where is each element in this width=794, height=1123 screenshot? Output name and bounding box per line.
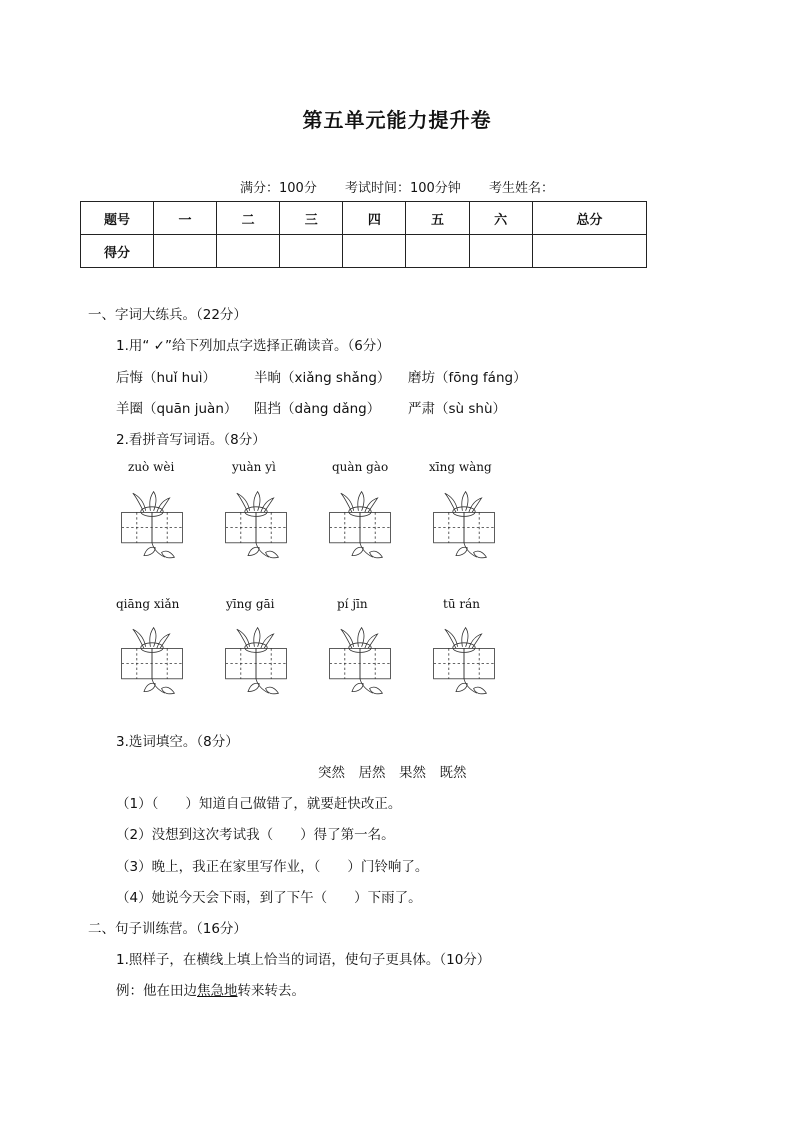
header-cell: 一 (154, 202, 217, 235)
q2-prompt: 2.看拼音写词语。（8分） (116, 432, 266, 448)
score-row-label: 得分 (81, 235, 154, 268)
pinyin-label: qiāng xiǎn (116, 597, 180, 611)
flower-writing-box[interactable] (112, 490, 192, 562)
flower-writing-box[interactable] (216, 626, 296, 698)
pronunciation-item: 阻挡（dàng dǎng） (254, 401, 381, 417)
example-underlined-word: 焦急地 (197, 983, 238, 999)
score-table (80, 201, 647, 268)
flower-writing-box[interactable] (424, 490, 504, 562)
exam-time: 考试时间：100分钟 (344, 181, 461, 196)
pinyin-label: quàn gào (332, 460, 389, 474)
header-cell: 三 (280, 202, 343, 235)
flower-writing-box[interactable] (216, 490, 296, 562)
pinyin-label: tū rán (443, 597, 480, 611)
pinyin-label: pí jīn (337, 597, 368, 611)
section1-heading: 一、字词大练兵。（22分） (88, 307, 247, 323)
pronunciation-item: 羊圈（quān juàn） (116, 401, 238, 417)
flower-writing-box[interactable] (320, 626, 400, 698)
header-cell: 五 (406, 202, 469, 235)
q3-prompt: 3.选词填空。（8分） (116, 734, 239, 750)
header-cell: 二 (217, 202, 280, 235)
pinyin-label: xīng wàng (429, 460, 492, 474)
fill-sentence: （1）（ ）知道自己做错了，就要赶快改正。 (116, 796, 402, 812)
header-cell: 总分 (532, 202, 646, 235)
fill-sentence: （2）没想到这次考试我（ ）得了第一名。 (116, 827, 395, 843)
header-cell: 题号 (81, 202, 154, 235)
score-table-score-row (81, 235, 647, 268)
full-score: 满分：100分 (240, 181, 317, 196)
score-cell[interactable] (154, 235, 217, 268)
flower-writing-box[interactable] (320, 490, 400, 562)
pronunciation-item: 磨坊（fōng fáng） (408, 370, 527, 386)
example-prefix: 例：他在田边 (116, 983, 197, 999)
score-cell[interactable] (532, 235, 646, 268)
score-cell[interactable] (469, 235, 532, 268)
example-sentence (116, 979, 305, 999)
fill-sentence: （3）晚上，我正在家里写作业，（ ）门铃响了。 (116, 859, 429, 875)
pinyin-label: yīng gāi (226, 597, 275, 611)
pinyin-label: zuò wèi (128, 460, 175, 474)
flower-writing-box[interactable] (112, 626, 192, 698)
exam-info (0, 177, 794, 196)
pronunciation-item: 半晌（xiǎng shǎng） (254, 370, 391, 386)
word-choices: 突然 居然 果然 既然 (318, 765, 467, 781)
q1-prompt: 1.用“ ✓”给下列加点字选择正确读音。（6分） (116, 338, 390, 354)
fill-sentence: （4）她说今天会下雨，到了下午（ ）下雨了。 (116, 890, 422, 906)
header-cell: 六 (469, 202, 532, 235)
score-table-header-row (81, 202, 647, 235)
pinyin-label: yuàn yì (232, 460, 276, 474)
pronunciation-item: 后悔（huǐ huì） (116, 370, 217, 386)
s2-q1-prompt: 1.照样子，在横线上填上恰当的词语，使句子更具体。（10分） (116, 952, 491, 968)
score-cell[interactable] (280, 235, 343, 268)
student-name-label: 考生姓名： (488, 181, 554, 196)
page-title: 第五单元能力提升卷 (302, 108, 492, 132)
pronunciation-item: 严肃（sù shù） (408, 401, 507, 417)
header-cell: 四 (343, 202, 406, 235)
example-suffix: 转来转去。 (237, 983, 305, 999)
score-cell[interactable] (217, 235, 280, 268)
flower-writing-box[interactable] (424, 626, 504, 698)
section2-heading: 二、句子训练营。（16分） (88, 921, 247, 937)
score-cell[interactable] (406, 235, 469, 268)
score-cell[interactable] (343, 235, 406, 268)
